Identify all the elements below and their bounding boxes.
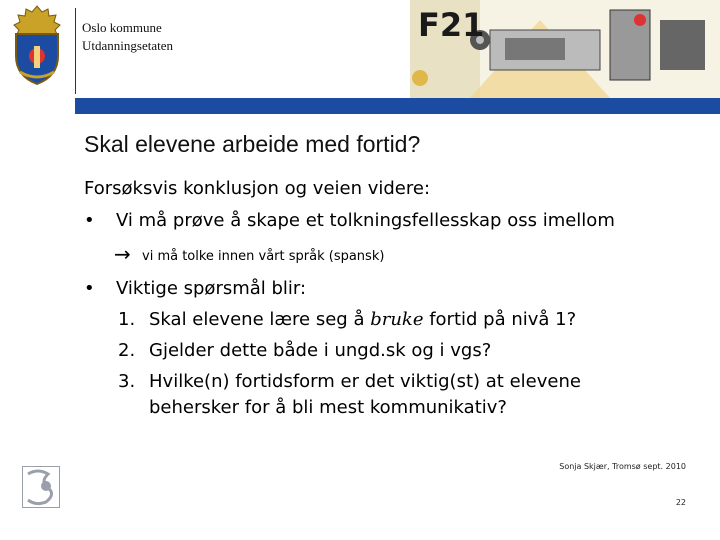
f21-banner-text: F21: [418, 6, 485, 44]
bullet-item: Vi må prøve å skape et tolkningsfellesskap oss imellom: [116, 210, 615, 231]
question-number: 3.: [118, 371, 136, 392]
oslo-crest-logo: [6, 4, 68, 86]
org-department: Utdanningsetaten: [82, 38, 173, 53]
question-item: Skal elevene lære seg å bruke fortid på nivå 1?: [149, 309, 577, 330]
slide-title: Skal elevene arbeide med fortid?: [84, 131, 421, 157]
org-name: Oslo kommune: [82, 20, 162, 35]
footer-credit: Sonja Skjær, Tromsø sept. 2010: [559, 462, 686, 471]
bullet-item: Viktige spørsmål blir:: [116, 278, 307, 299]
bullet-marker: •: [84, 210, 95, 231]
f21-banner-image: [410, 0, 720, 98]
accent-bar: [75, 98, 720, 114]
intro-text: Forsøksvis konklusjon og veien videre:: [84, 178, 431, 199]
question-number: 1.: [118, 309, 136, 330]
question-item: Gjelder dette både i ungd.sk og i vgs?: [149, 340, 492, 361]
page-number: 22: [675, 498, 686, 507]
bullet-subtext: vi må tolke innen vårt språk (spansk): [142, 249, 385, 264]
question-item-continued: behersker for å bli mest kommunikativ?: [149, 397, 507, 418]
arrow-icon: →: [114, 242, 131, 266]
question-number: 2.: [118, 340, 136, 361]
footer-logo-icon: [22, 466, 60, 508]
bullet-marker: •: [84, 278, 95, 299]
question-item: Hvilke(n) fortidsform er det viktig(st) at elevene: [149, 371, 581, 392]
header-divider: [75, 8, 76, 94]
